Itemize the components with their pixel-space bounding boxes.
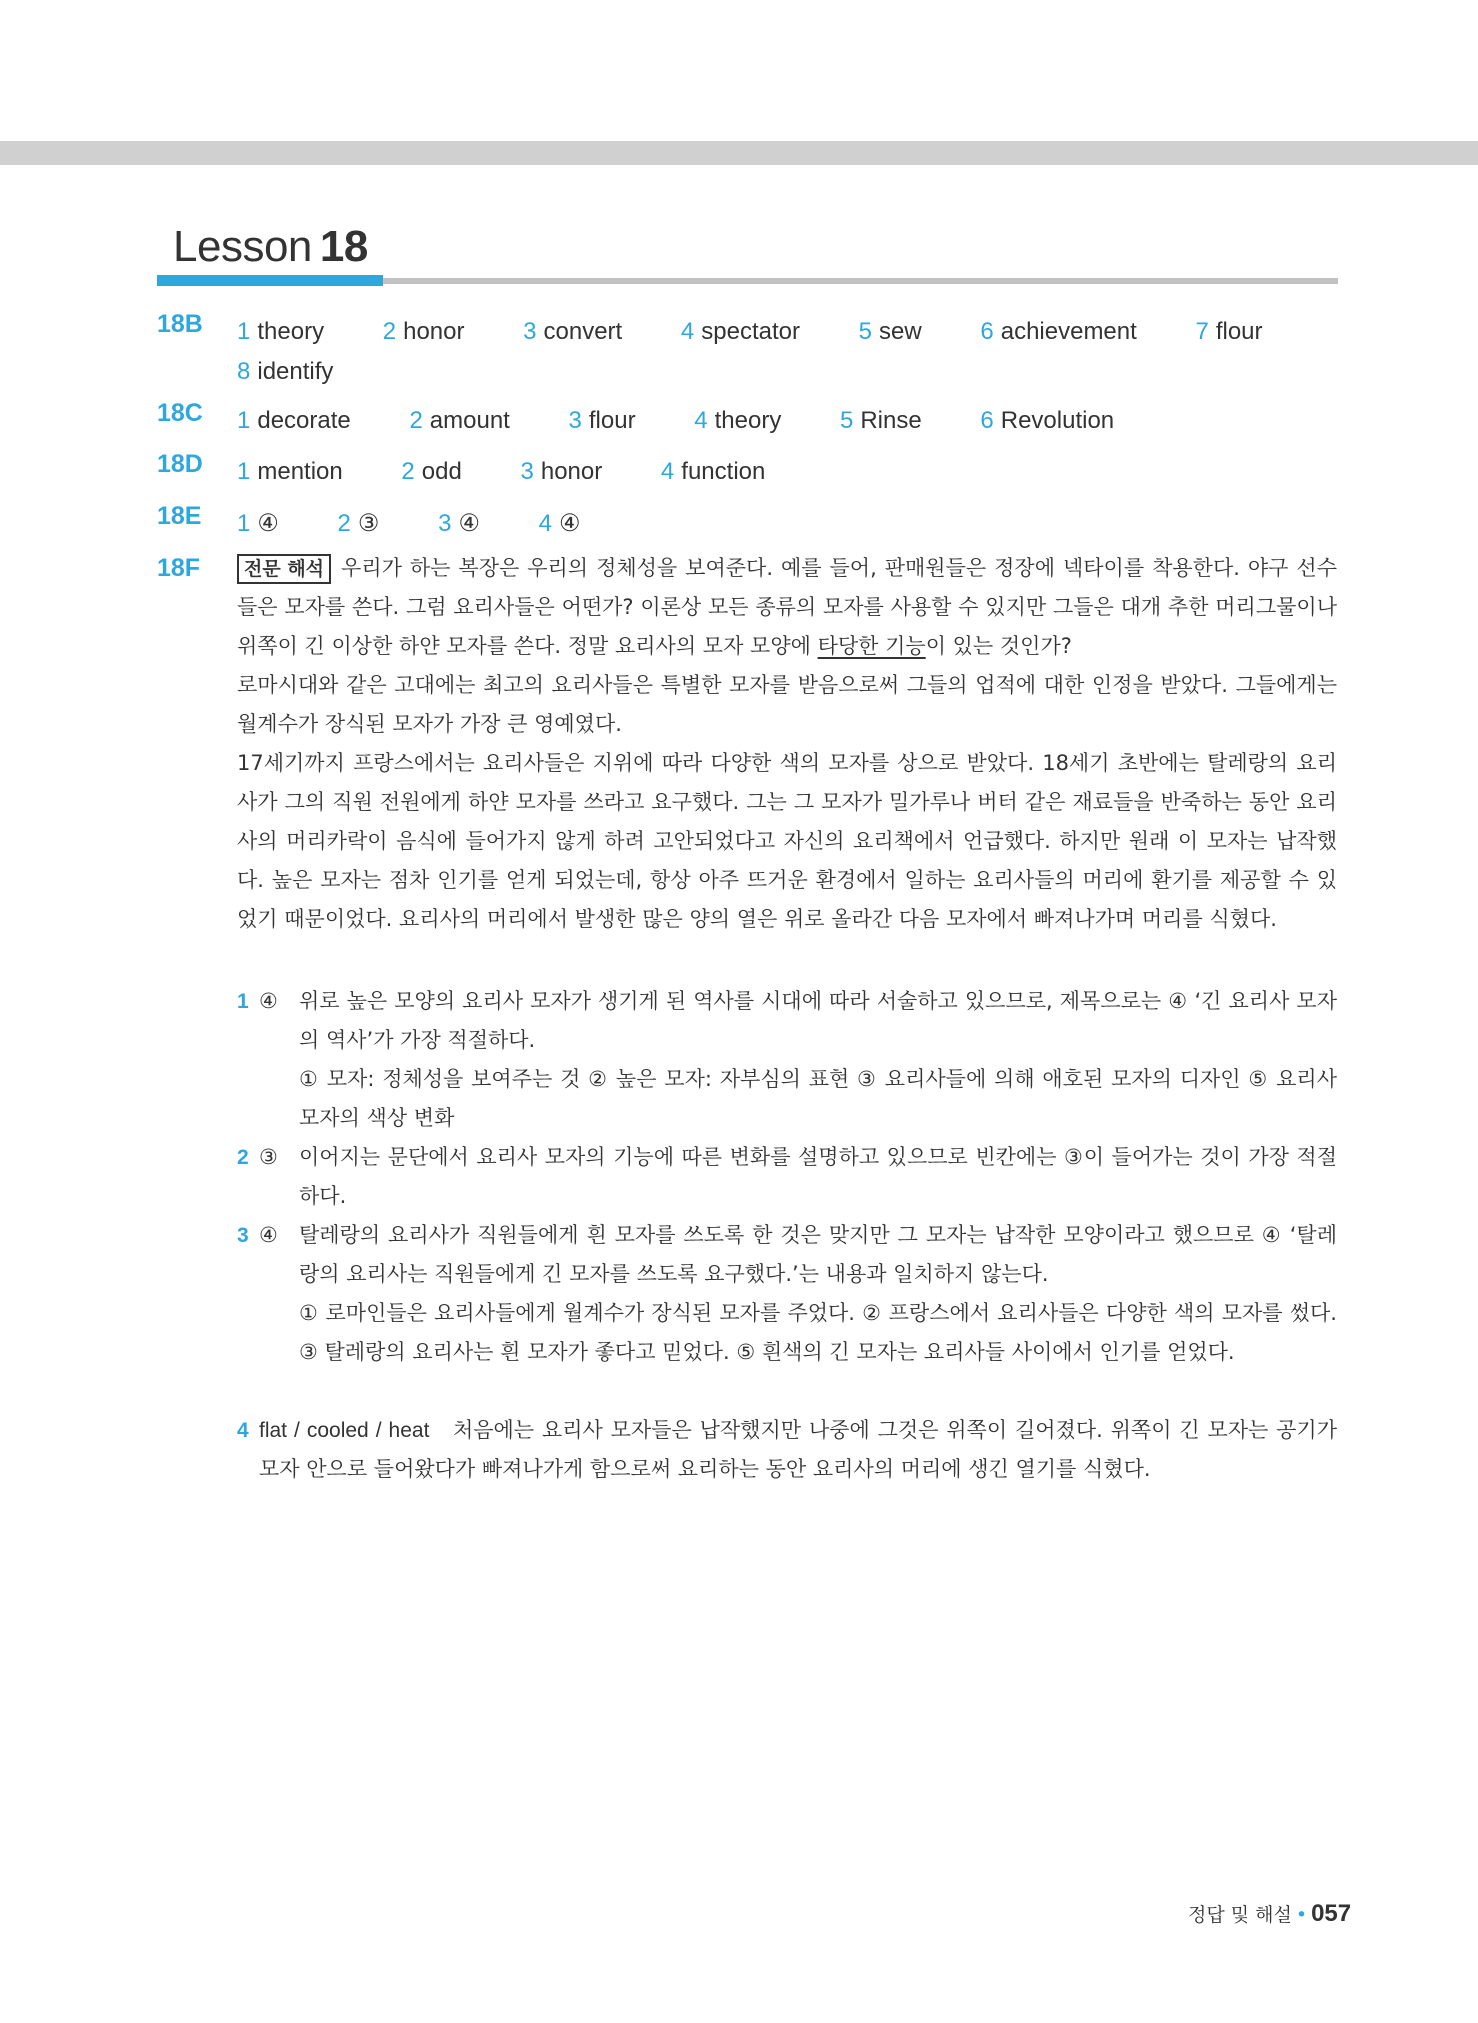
question-answer: flat / cooled / heat xyxy=(259,1419,430,1442)
lesson-title xyxy=(173,222,368,272)
question-answer: ④ xyxy=(259,989,278,1013)
answer-item: 5 Rinse xyxy=(839,407,922,434)
answer-item: 1 ④ xyxy=(237,510,279,537)
section-label: 18F xyxy=(157,554,201,582)
question-explanation: 위로 높은 모양의 요리사 모자가 생기게 된 역사를 시대에 따라 서술하고 있으므로, 제목으로는 ④ ‘긴 요리사 모자의 역사’가 가장 적절하다. ① 모자: 정체성을 보여주는 것 ② 높은 모자: 자부심의 표현 ③ 요리사들에 의해 애호된 모자의 디자인 ⑤ 요리사 모자의 색상 변화 xyxy=(299,982,1337,1138)
question-explanation: flat / cooled / heat 처음에는 요리사 모자들은 납작했지만 나중에 그것은 위쪽이 길어졌다. 위쪽이 긴 모자는 공기가 모자 안으로 들어왔다가 빠져나가게 함으로써 요리하는 동안 요리사의 머리에 생긴 열기를 식혔다. xyxy=(259,1418,1337,1481)
lesson-word: Lesson xyxy=(173,222,312,271)
answer-item: 2 amount xyxy=(409,407,510,434)
answer-item: 1 theory xyxy=(237,318,325,345)
question-number: 3 xyxy=(237,1224,249,1247)
question-4 xyxy=(237,1411,1337,1489)
section-label: 18B xyxy=(157,310,203,338)
translation-paragraph: 17세기까지 프랑스에서는 요리사들은 지위에 따라 다양한 색의 모자를 상으로 받았다. 18세기 초반에는 탈레랑의 요리사가 그의 직원 전원에게 하얀 모자를 쓰라고 요구했다. 그는 그 모자가 밀가루나 버터 같은 재료들을 반죽하는 동안 요리사의 머리카락이 음식에 들어가지 않게 하려 고안되었다고 자신의 요리책에서 언급했다. 하지만 원래 이 모자는 납작했다. 높은 모자는 점차 인기를 얻게 되었는데, 항상 아주 뜨거운 환경에서 일하는 요리사들의 머리에 환기를 제공할 수 있었기 때문이었다. 요리사의 머리에서 발생한 많은 양의 열은 위로 올라간 다음 모자에서 빠져나가며 머리를 식혔다. xyxy=(237,751,1337,931)
lesson-number: 18 xyxy=(319,222,368,271)
page-number: 057 xyxy=(1311,1900,1352,1927)
answer-item: 2 odd xyxy=(401,458,462,485)
header-band xyxy=(0,141,1478,165)
section-label: 18D xyxy=(157,450,203,478)
answer-list xyxy=(237,312,1347,392)
section-label: 18E xyxy=(157,502,202,530)
answer-list xyxy=(237,452,1347,492)
answer-item: 4 theory xyxy=(694,407,782,434)
question-answer: ④ xyxy=(259,1223,278,1247)
question-answer: ③ xyxy=(259,1145,278,1169)
question-explanation: 탈레랑의 요리사가 직원들에게 흰 모자를 쓰도록 한 것은 맞지만 그 모자는 납작한 모양이라고 했으므로 ④ ‘탈레랑의 요리사는 직원들에게 긴 모자를 쓰도록 요구했다.’는 내용과 일치하지 않는다. ① 로마인들은 요리사들에게 월계수가 장식된 모자를 주었다. ② 프랑스에서 요리사들은 다양한 색의 모자를 썼다. ③ 탈레랑의 요리사는 흰 모자가 좋다고 믿었다. ⑤ 흰색의 긴 모자는 요리사들 사이에서 인기를 얻었다. xyxy=(299,1216,1337,1372)
answer-item: 3 ④ xyxy=(438,510,480,537)
question-number: 2 xyxy=(237,1146,249,1169)
answer-item: 4 ④ xyxy=(538,510,581,537)
answer-item: 4 function xyxy=(660,458,766,485)
footer-dot: • xyxy=(1295,1904,1308,1926)
answer-item: 1 mention xyxy=(237,458,343,485)
answer-item: 3 flour xyxy=(568,407,636,434)
answer-item: 2 ③ xyxy=(337,510,380,537)
page-footer xyxy=(1188,1900,1351,1928)
translation-paragraph: 전문 해석 우리가 하는 복장은 우리의 정체성을 보여준다. 예를 들어, 판매원들은 정장에 넥타이를 착용한다. 야구 선수들은 모자를 쓴다. 그럼 요리사들은 어떤가? 이론상 모든 종류의 모자를 사용할 수 있지만 그들은 대개 추한 머리그물이나 위쪽이 긴 이상한 하얀 모자를 쓴다. 정말 요리사의 모자 모양에 타당한 기능이 있는 것인가? xyxy=(237,556,1337,658)
question-number: 1 xyxy=(237,990,249,1013)
answer-item: 5 sew xyxy=(858,318,922,345)
question-2 xyxy=(237,1138,1337,1216)
choice-translations: ① 로마인들은 요리사들에게 월계수가 장식된 모자를 주었다. ② 프랑스에서 요리사들은 다양한 색의 모자를 썼다. ③ 탈레랑의 요리사는 흰 모자가 좋다고 믿었다. ⑤ 흰색의 긴 모자는 요리사들 사이에서 인기를 얻었다. xyxy=(299,1301,1337,1364)
answer-item: 7 flour xyxy=(1195,318,1263,345)
answer-item: 2 honor xyxy=(382,318,465,345)
answer-item: 3 honor xyxy=(520,458,603,485)
answer-item: 3 convert xyxy=(523,318,623,345)
answer-list xyxy=(237,504,1347,544)
underlined-phrase: 타당한 기능 xyxy=(817,634,926,658)
answer-item: 6 achievement xyxy=(980,318,1137,345)
footer-label: 정답 및 해설 xyxy=(1188,1904,1292,1926)
question-1 xyxy=(237,982,1337,1138)
translation-text xyxy=(237,549,1337,939)
question-number: 4 xyxy=(237,1419,249,1442)
answer-list xyxy=(237,401,1347,441)
choice-translations: ① 모자: 정체성을 보여주는 것 ② 높은 모자: 자부심의 표현 ③ 요리사들에 의해 애호된 모자의 디자인 ⑤ 요리사 모자의 색상 변화 xyxy=(299,1067,1337,1130)
answer-item: 1 decorate xyxy=(237,407,351,434)
answer-item: 4 spectator xyxy=(680,318,800,345)
translation-badge: 전문 해석 xyxy=(237,554,331,584)
question-3 xyxy=(237,1216,1337,1372)
section-label: 18C xyxy=(157,399,203,427)
answer-item: 6 Revolution xyxy=(980,407,1115,434)
title-rule-accent xyxy=(157,275,383,286)
question-explanation: 이어지는 문단에서 요리사 모자의 기능에 따른 변화를 설명하고 있으므로 빈칸에는 ③이 들어가는 것이 가장 적절하다. xyxy=(299,1145,1337,1208)
translation-paragraph: 로마시대와 같은 고대에는 최고의 요리사들은 특별한 모자를 받음으로써 그들의 업적에 대한 인정을 받았다. 그들에게는 월계수가 장식된 모자가 가장 큰 영예였다. xyxy=(237,673,1337,736)
answer-item: 8 identify xyxy=(237,358,334,385)
